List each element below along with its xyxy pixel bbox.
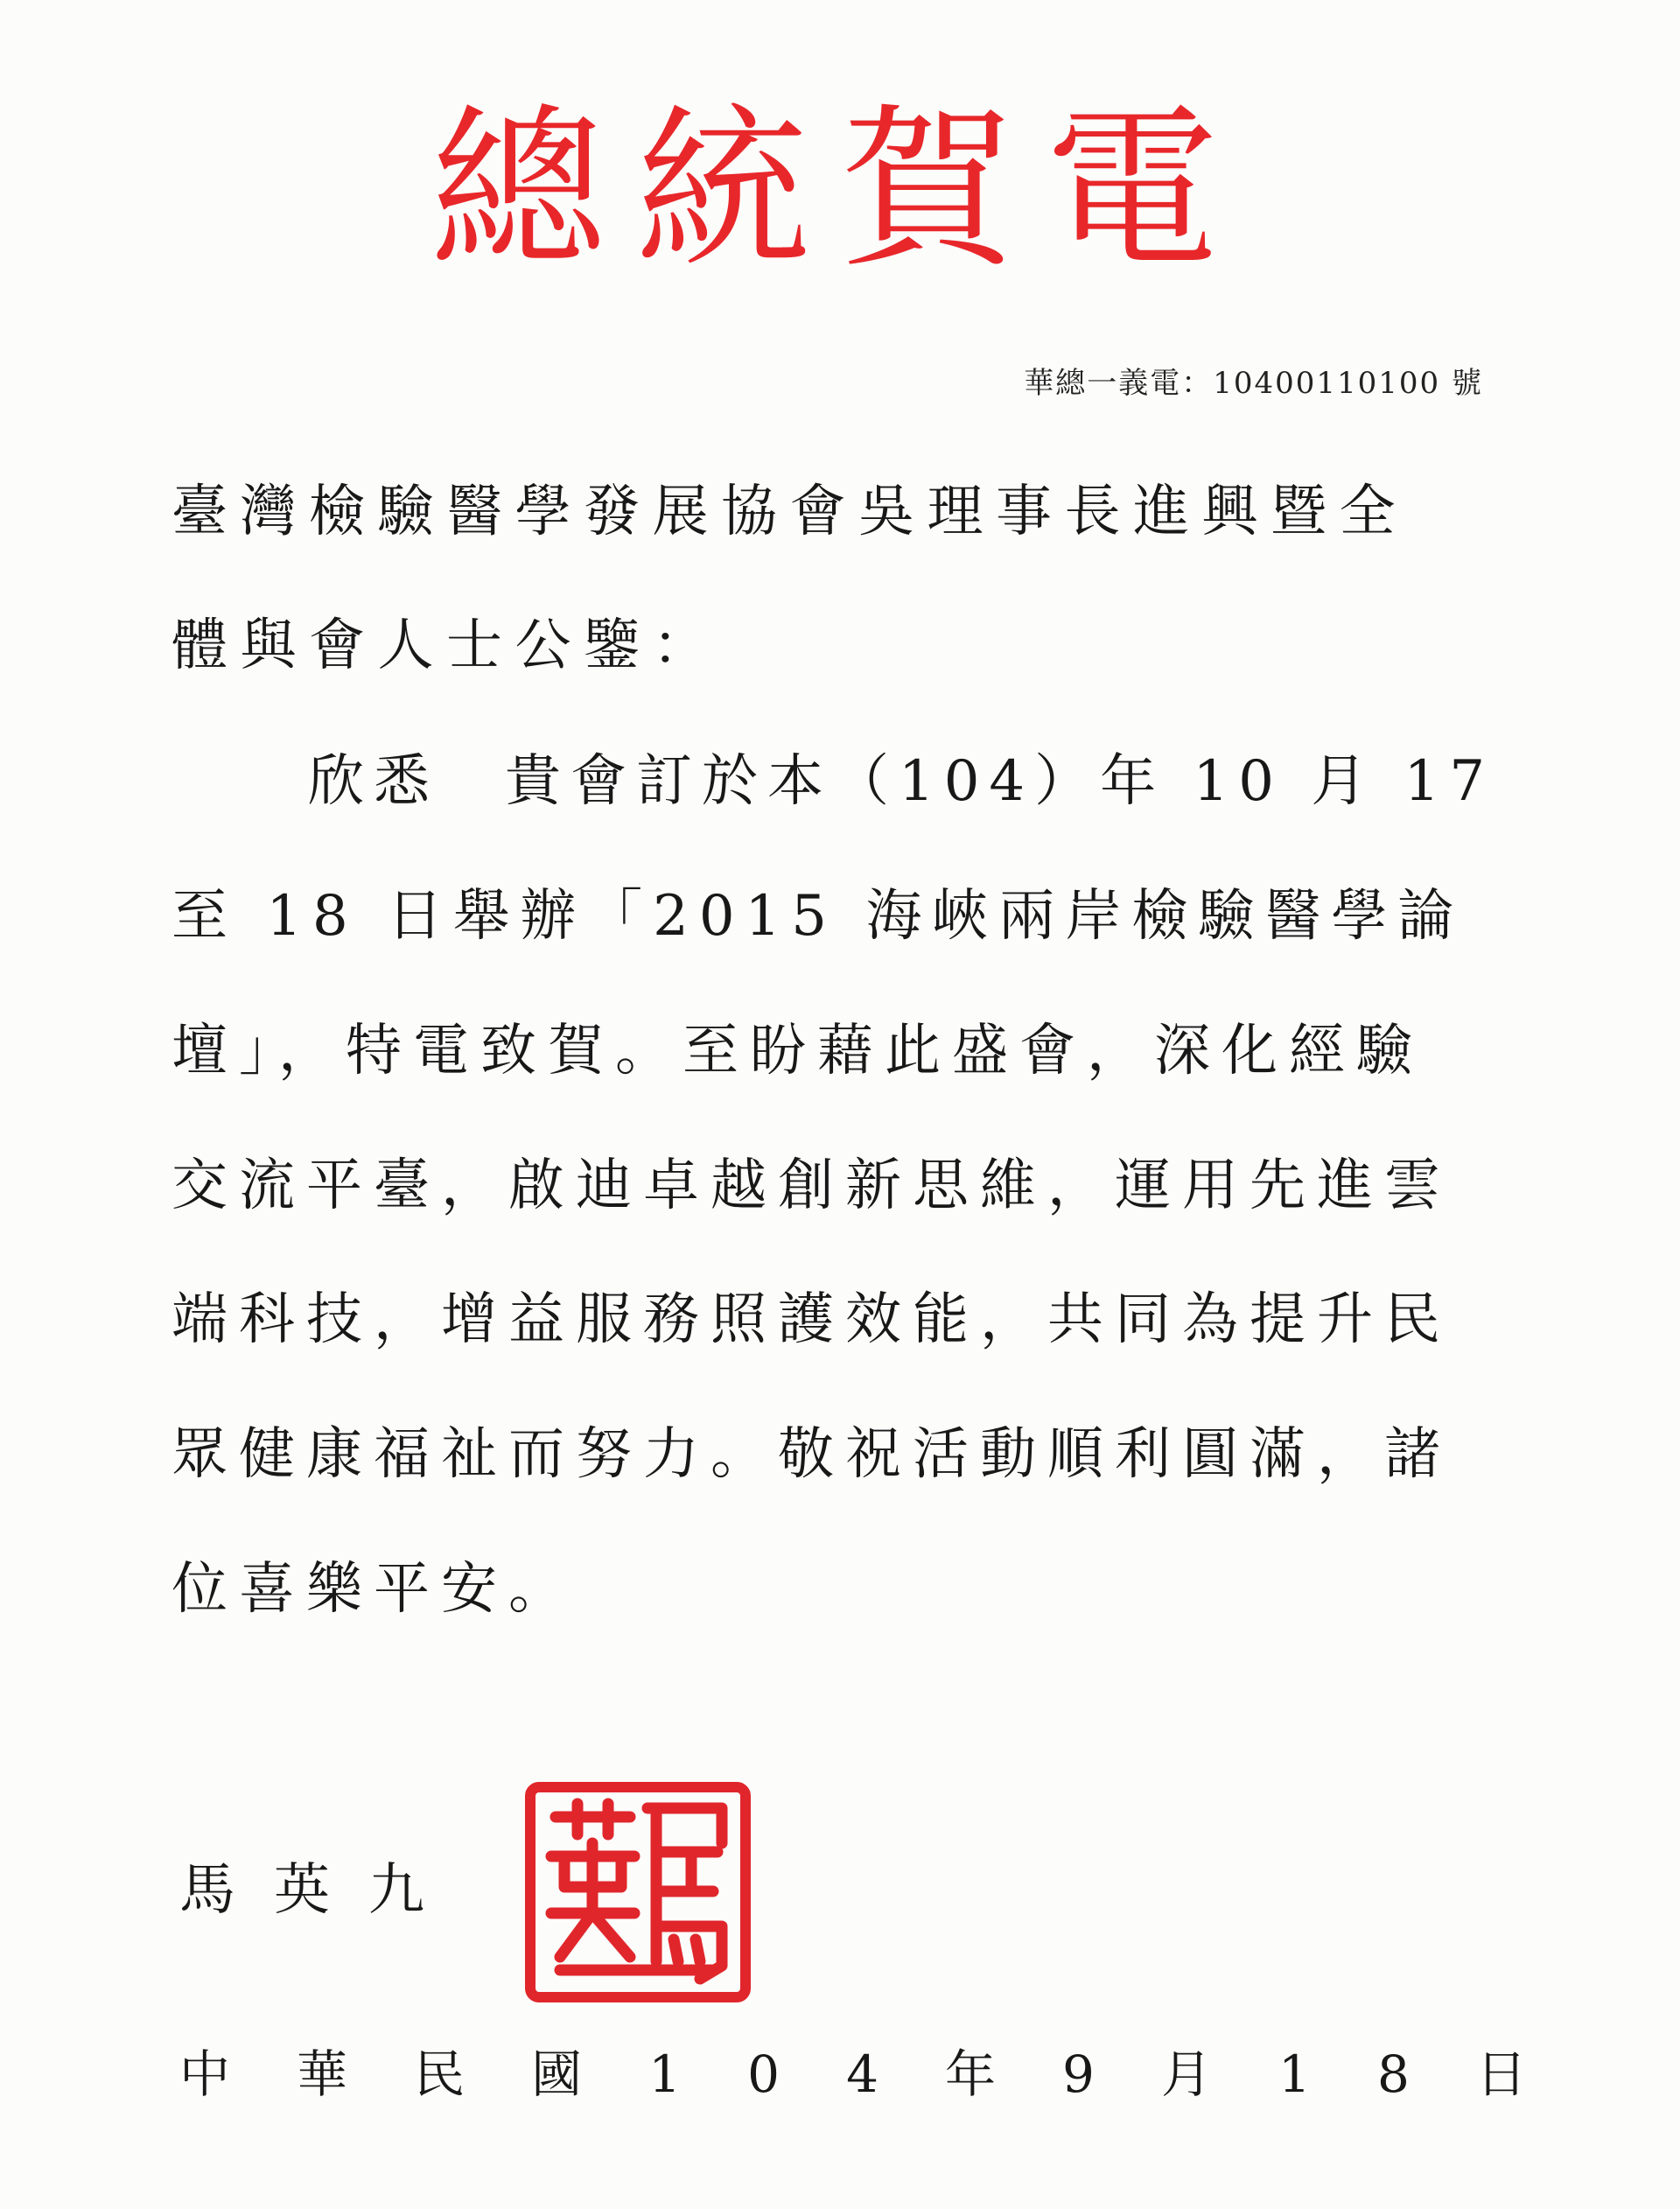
date-char: 民 (414, 2044, 466, 2104)
date-char: 日 (1475, 2044, 1527, 2104)
date-char: 1 (1278, 2044, 1311, 2104)
salutation-line-1: 臺灣檢驗醫學發展協會吳理事長進興暨全 (172, 480, 1408, 544)
document-title: 總統賀電 (430, 88, 1250, 292)
salutation-line-2: 體與會人士公鑒： (172, 614, 721, 678)
date-char: 0 (747, 2044, 780, 2104)
date-char: 月 (1160, 2044, 1212, 2104)
signer-name: 馬英九 (179, 1858, 463, 1923)
date-char: 1 (648, 2044, 682, 2104)
date-char: 年 (945, 2044, 997, 2104)
body-line-5: 端科技，增益服務照護效能，共同為提升民 (172, 1287, 1452, 1352)
body-line-1: 欣悉 貴會訂於本（104）年 10 月 17 (308, 749, 1495, 814)
body-line-4: 交流平臺，啟迪卓越創新思維，運用先進雲 (172, 1154, 1452, 1218)
body-line-2: 至 18 日舉辦「2015 海峽兩岸檢驗醫學論 (172, 884, 1465, 949)
date-char: 華 (297, 2044, 348, 2104)
presidential-seal-icon (525, 1782, 751, 2002)
date-char: 8 (1376, 2044, 1410, 2104)
date-char: 4 (846, 2044, 878, 2104)
document-date (179, 2039, 1527, 2109)
date-char: 國 (531, 2044, 583, 2104)
body-line-7: 位喜樂平安。 (172, 1557, 576, 1622)
body-line-3: 壇」，特電致賀。至盼藉此盛會，深化經驗 (172, 1019, 1424, 1083)
body-line-6: 眾健康福祉而努力。敬祝活動順利圓滿，諸 (172, 1422, 1452, 1487)
document-number: 華總一義電：10400110100 號 (1024, 366, 1483, 401)
date-char: 9 (1062, 2044, 1095, 2104)
date-char: 中 (179, 2044, 231, 2104)
